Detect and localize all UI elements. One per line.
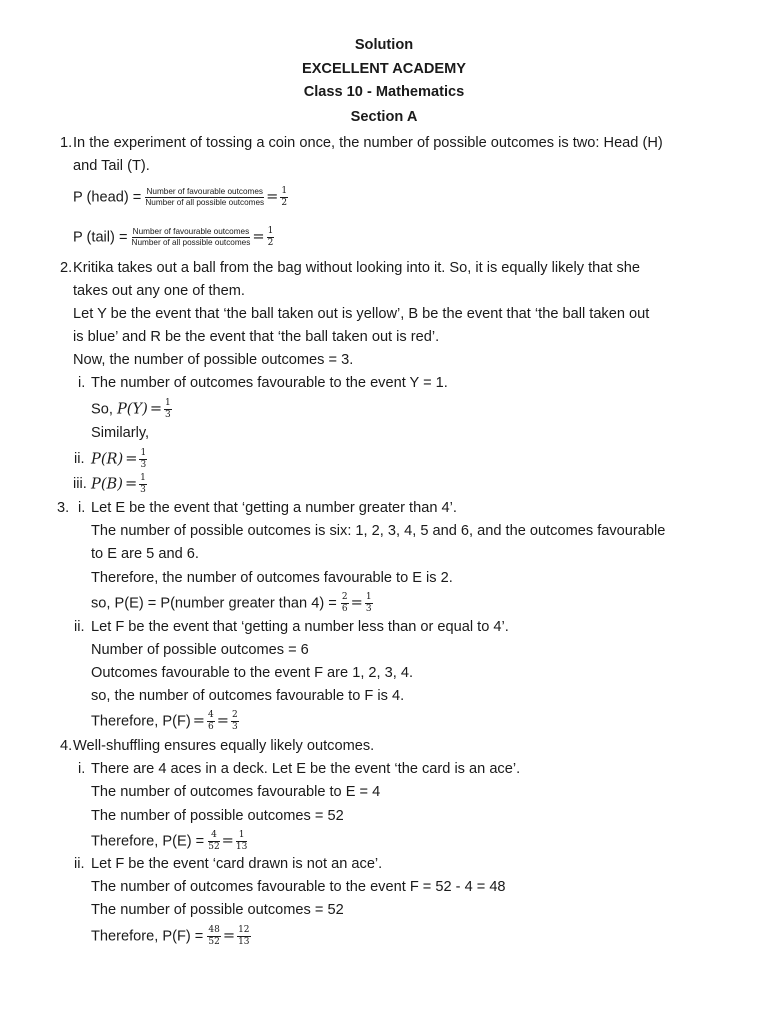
q2-py-line <box>91 399 172 420</box>
twelve-thirteenths-fraction <box>237 926 250 947</box>
equals-sign: = <box>124 475 138 493</box>
q2-pr-line <box>91 449 147 470</box>
q1-p-tail <box>73 227 274 248</box>
fraction-numerator: 1 <box>140 473 146 483</box>
q2-number: 2. <box>60 260 73 276</box>
q1-text-line1: In the experiment of tossing a coin once, the number of possible outcomes is two: Head (H) <box>73 135 663 151</box>
pb-expression: P(B) <box>91 475 123 493</box>
p-head-label: P (head) = <box>73 189 142 206</box>
pr-expression: P(R) <box>91 450 124 468</box>
fraction-numerator: Number of favourable outcomes <box>145 188 264 198</box>
fraction-denominator: 52 <box>208 937 220 947</box>
q3-ii-label: ii. <box>74 619 85 635</box>
q3-number: 3. <box>57 500 70 516</box>
two-thirds-fraction <box>231 711 239 732</box>
p-tail-fraction <box>132 228 251 247</box>
py-expression: P(Y) <box>116 400 148 418</box>
four-sixths-fraction <box>207 711 215 732</box>
fraction-denominator: 3 <box>165 410 171 420</box>
equals-sign: = <box>125 450 138 468</box>
q3-i-pe-line <box>91 593 373 614</box>
two-sixths-fraction <box>341 593 349 614</box>
equals-sign: = <box>192 712 205 730</box>
fraction-denominator: 2 <box>281 198 288 208</box>
fraction-numerator: 1 <box>165 398 171 408</box>
q4-ii-label: ii. <box>74 856 85 872</box>
fraction-denominator: 3 <box>231 722 238 732</box>
half-fraction <box>267 227 275 248</box>
q3-i-line2: The number of possible outcomes is six: 1, 2, 3, 4, 5 and 6, and the outcomes favourable <box>91 523 666 539</box>
q1-text-line2: and Tail (T). <box>73 158 150 174</box>
pf-label: Therefore, P(F) <box>91 713 191 730</box>
one-thirteenth-fraction <box>236 831 247 852</box>
equals-sign: = <box>149 400 163 418</box>
q3-i-line3: to E are 5 and 6. <box>91 546 199 562</box>
fraction-numerator: Number of favourable outcomes <box>132 228 251 238</box>
q2-text-line3: Let Y be the event that ‘the ball taken out is yellow’, B be the event that ‘the ball taken out <box>73 306 650 322</box>
equals-sign: = <box>350 594 363 612</box>
fraction-denominator: 13 <box>238 937 250 947</box>
q2-ii-label: ii. <box>74 451 85 467</box>
four-fifty-two-fraction <box>208 831 219 852</box>
third-fraction <box>139 449 147 470</box>
fraction-denominator: 3 <box>140 485 146 495</box>
fraction-numerator: 1 <box>365 592 372 602</box>
fraction-numerator: 12 <box>238 925 250 935</box>
q2-i-text: The number of outcomes favourable to the event Y = 1. <box>91 375 448 391</box>
fraction-numerator: 2 <box>231 710 238 720</box>
forty-eight-fifty-two-fraction <box>207 926 220 947</box>
fraction-numerator: 1 <box>281 186 288 196</box>
q3-ii-text: Let F be the event that ‘getting a number less than or equal to 4’. <box>91 619 509 635</box>
q2-text-line1: Kritika takes out a ball from the bag without looking into it. So, it is equally likely that she <box>73 260 641 276</box>
q2-text-line4: is blue’ and R be the event that ‘the ball taken out is red’. <box>73 329 440 345</box>
q3-ii-line4: so, the number of outcomes favourable to F is 4. <box>91 688 405 704</box>
fraction-numerator: 2 <box>341 592 348 602</box>
q1-p-head <box>73 187 288 208</box>
q4-number: 4. <box>60 738 73 754</box>
q4-i-text: There are 4 aces in a deck. Let E be the event ‘the card is an ace’. <box>91 761 521 777</box>
fraction-denominator: 52 <box>208 842 220 852</box>
third-fraction <box>164 399 172 420</box>
q2-text-line5: Now, the number of possible outcomes = 3. <box>73 352 354 368</box>
fraction-numerator: 48 <box>208 925 220 935</box>
q3-i-line4: Therefore, the number of outcomes favourable to E is 2. <box>91 570 453 586</box>
fraction-numerator: 1 <box>267 226 274 236</box>
fraction-denominator: 6 <box>207 722 214 732</box>
q3-i-label: i. <box>78 500 86 516</box>
half-fraction <box>280 187 288 208</box>
q3-i-text: Let E be the event that ‘getting a number greater than 4’. <box>91 500 457 516</box>
q2-pb-line <box>91 474 147 495</box>
equals-sign: = <box>252 228 265 246</box>
pe-label: Therefore, P(E) = <box>91 833 205 850</box>
q4-i-line3: The number of possible outcomes = 52 <box>91 808 344 824</box>
so-label: So, <box>91 401 113 418</box>
equals-sign: = <box>221 832 234 850</box>
fraction-denominator: Number of all possible outcomes <box>145 198 265 207</box>
equals-sign: = <box>216 712 229 730</box>
pf-label: Therefore, P(F) = <box>91 928 204 945</box>
fraction-denominator: 6 <box>341 604 348 614</box>
q2-i-label: i. <box>78 375 86 391</box>
fraction-denominator: 3 <box>140 460 147 470</box>
fraction-numerator: 1 <box>140 448 147 458</box>
q4-ii-pf-line <box>91 926 251 947</box>
fraction-denominator: 13 <box>235 842 248 852</box>
q1-number: 1. <box>60 135 73 151</box>
q2-similarly: Similarly, <box>91 425 150 441</box>
q3-ii-line3: Outcomes favourable to the event F are 1, 2, 3, 4. <box>91 665 414 681</box>
fraction-denominator: 3 <box>365 604 372 614</box>
fraction-numerator: 4 <box>208 831 219 842</box>
q4-i-pe-line <box>91 831 247 852</box>
equals-sign: = <box>222 927 236 945</box>
doc-title: Solution <box>354 37 414 53</box>
pe-label: so, P(E) = P(number greater than 4) = <box>91 595 337 612</box>
q3-ii-pf-line <box>91 711 239 732</box>
q4-i-label: i. <box>78 761 86 777</box>
fraction-numerator: 1 <box>236 831 247 842</box>
q4-text-line1: Well-shuffling ensures equally likely outcomes. <box>73 738 375 754</box>
fraction-denominator: 2 <box>267 238 274 248</box>
q4-ii-text: Let F be the event ‘card drawn is not an ace’. <box>91 856 383 872</box>
section-heading: Section A <box>350 109 418 125</box>
equals-sign: = <box>266 188 279 206</box>
p-head-fraction <box>145 188 264 207</box>
p-tail-label: P (tail) = <box>73 229 128 246</box>
q4-ii-line3: The number of possible outcomes = 52 <box>91 902 344 918</box>
class-subject: Class 10 - Mathematics <box>303 84 465 100</box>
q2-text-line2: takes out any one of them. <box>73 283 245 299</box>
q4-i-line2: The number of outcomes favourable to E = 4 <box>91 784 381 800</box>
q4-ii-line2: The number of outcomes favourable to the event F = 52 - 4 = 48 <box>91 879 506 895</box>
third-fraction <box>139 474 147 495</box>
q2-iii-label: iii. <box>73 476 87 492</box>
q3-ii-line2: Number of possible outcomes = 6 <box>91 642 309 658</box>
fraction-denominator: Number of all possible outcomes <box>131 238 251 247</box>
one-third-fraction <box>365 593 373 614</box>
academy-name: EXCELLENT ACADEMY <box>301 61 467 77</box>
fraction-numerator: 4 <box>207 710 214 720</box>
